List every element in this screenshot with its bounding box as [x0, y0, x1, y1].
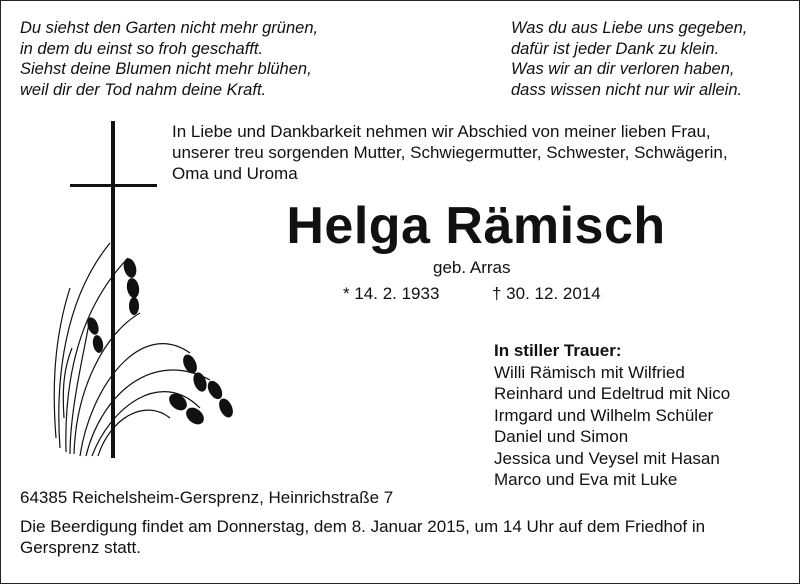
poem-line: weil dir der Tod nahm deine Kraft.: [20, 80, 267, 99]
poem-line: Was du aus Liebe uns gegeben,: [511, 19, 748, 37]
cross-icon: [70, 121, 157, 458]
poem-left: [20, 18, 318, 100]
poem-line: Was wir an dir verloren haben,: [511, 60, 735, 78]
poem-line: dafür ist jeder Dank zu klein.: [511, 39, 720, 58]
birth-date: * 14. 2. 1933: [343, 284, 440, 303]
poem-line: in dem du einst so froh geschafft.: [20, 39, 264, 58]
death-date: † 30. 12. 2014: [492, 284, 601, 303]
poem-line: dass wissen nicht nur wir allein.: [511, 80, 743, 99]
intro-text: [172, 121, 782, 184]
mourners-list: [494, 340, 730, 491]
mourners-heading: In stiller Trauer:: [494, 341, 622, 360]
intro-line: unserer treu sorgenden Mutter, Schwiegermutter, Schwester, Schwägerin,: [172, 143, 728, 162]
funeral-notice: Die Beerdigung findet am Donnerstag, dem 8. Januar 2015, um 14 Uhr auf dem Friedhof in Gersprenz statt.: [20, 517, 706, 557]
deceased-name-row: [0, 196, 800, 256]
intro-line: Oma und Uroma: [172, 164, 298, 183]
mourner-entry: Irmgard und Wilhelm Schüler: [494, 405, 714, 425]
deceased-name: Helga Rämisch: [286, 197, 666, 255]
address: 64385 Reichelsheim-Gersprenz, Heinrichstraße 7: [20, 488, 394, 507]
mourner-entry: Jessica und Veysel mit Hasan: [494, 448, 720, 468]
intro-line: In Liebe und Dankbarkeit nehmen wir Abschied von meiner lieben Frau,: [172, 122, 711, 141]
mourner-entry: Daniel und Simon: [494, 427, 629, 446]
poem-line: Siehst deine Blumen nicht mehr blühen,: [20, 60, 312, 78]
poem-right: [511, 18, 747, 100]
poem-line: Du siehst den Garten nicht mehr grünen,: [20, 19, 319, 37]
mourner-entry: Willi Rämisch mit Wilfried: [494, 362, 685, 382]
birth-name: geb. Arras: [433, 258, 511, 277]
mourner-entry: Reinhard und Edeltrud mit Nico: [494, 384, 731, 403]
mourner-entry: Marco und Eva mit Luke: [494, 470, 678, 489]
